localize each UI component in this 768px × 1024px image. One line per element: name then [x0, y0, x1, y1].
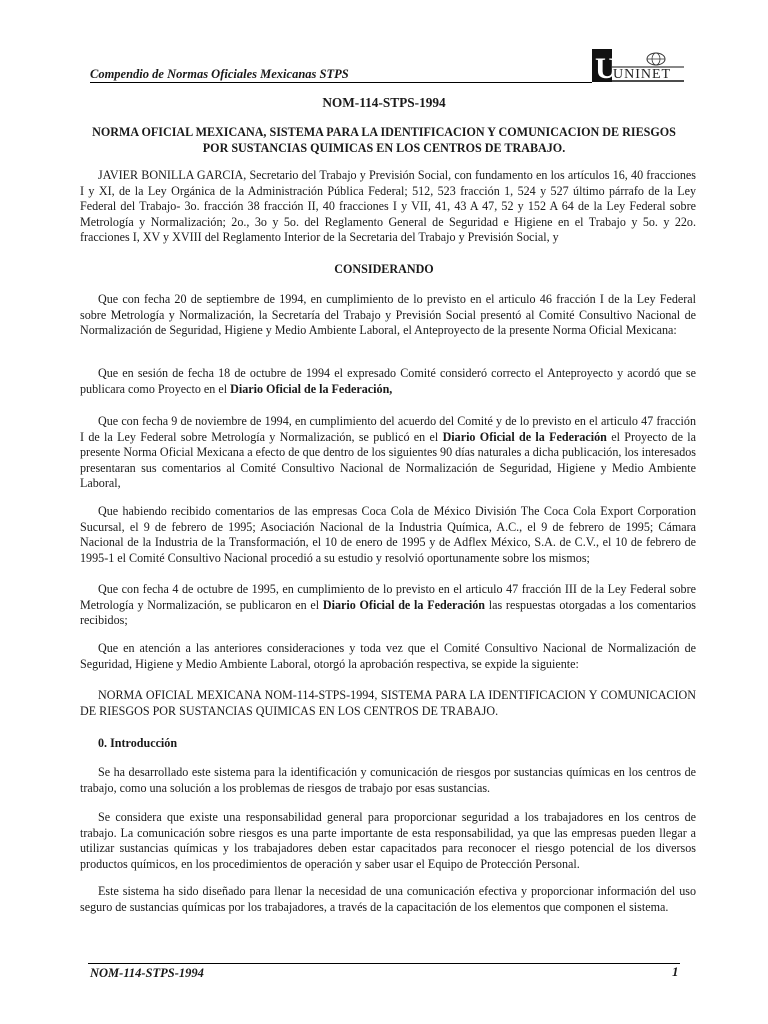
paragraph-4: Que habiendo recibido comentarios de las empresas Coca Cola de México División The Coca Cola Export Corporation Sucursal, el 9 de febrero de 1995; Asociación Nacional de la Industria Química, A.C., el 9 de febrero de 1995; Cámara Nacional de la Industria de la Transformación, el 10 de enero de 1995 y de Adflex México, S.A. de C.V., el 10 de febrero de 1995-1 el Comité Consultivo Nacional procedió a su estudio y resolvió oportunamente sobre los mismos;	[80, 504, 696, 565]
paragraph-10: Este sistema ha sido diseñado para llenar la necesidad de una comunicación efectiva y proporcionar información del uso seguro de sustancias químicas por los trabajadores, a través de la capacitación de los elementos que componen el sistema.	[80, 884, 696, 914]
footer-code: NOM-114-STPS-1994	[90, 966, 204, 980]
uninet-logo	[592, 49, 684, 82]
header-title: Compendio de Normas Oficiales Mexicanas STPS	[90, 67, 349, 81]
paragraph-3: Que con fecha 9 de noviembre de 1994, en cumplimiento del acuerdo del Comité y de lo previsto en el articulo 47 fracción I de la Ley Federal sobre Metrología y Normalización, se publicó en el Diario Oficial de la Federación el Proyecto de la presente Norma Oficial Mexicana a efecto de que dentro de los siguientes 90 días naturales a dicha publicación, los interesados presentaran sus comentarios al Comité Consultivo Nacional de Normalización de Seguridad, Higiene y Medio Ambiente Laboral,	[80, 414, 696, 491]
page-number: 1	[672, 964, 679, 979]
dof-reference: Diario Oficial de la Federación	[322, 597, 485, 612]
svg-text:U: U	[595, 52, 617, 82]
document-title: NOM-114-STPS-1994	[322, 95, 446, 110]
dof-reference: Diario Oficial de la Federación,	[230, 381, 393, 396]
paragraph-5: Que con fecha 4 de octubre de 1995, en cumplimiento de lo previsto en el articulo 47 fracción III de la Ley Federal sobre Metrología y Normalización, se publicaron en el Diario Oficial de la Federación las respuestas otorgadas a los comentarios recibidos;	[80, 582, 697, 628]
dof-reference: Diario Oficial de la Federación	[442, 429, 607, 444]
considerando-heading: CONSIDERANDO	[334, 262, 434, 276]
footer-rule	[88, 963, 680, 964]
paragraph-7: NORMA OFICIAL MEXICANA NOM-114-STPS-1994, SISTEMA PARA LA IDENTIFICACION Y COMUNICACION DE RIESGOS POR SUSTANCIAS QUIMICAS EN LOS CENTROS DE TRABAJO.	[80, 688, 696, 718]
paragraph-1: Que con fecha 20 de septiembre de 1994, en cumplimiento de lo previsto en el articulo 46 fracción I de la Ley Federal sobre Metrología y Normalización, la Secretaría del Trabajo y Previsión Social presentó al Comité Consultivo Nacional de Normalización de Seguridad, Higiene y Medio Ambiente Laboral, el Anteproyecto de la presente Norma Oficial Mexicana:	[80, 292, 696, 338]
paragraph-8: Se ha desarrollado este sistema para la identificación y comunicación de riesgos por sustancias químicas en los centros de trabajo, como una solución a los problemas de riesgos de trabajo por esas sustancias.	[80, 765, 696, 795]
intro-paragraph: JAVIER BONILLA GARCIA, Secretario del Trabajo y Previsión Social, con fundamento en los artículos 16, 40 fracciones I y XI, de la Ley Orgánica de la Administración Pública Federal; 512, 523 fracción 1, 524 y 527 último párrafo de la Ley Federal del Trabajo- 3o. fracción 38 fracción II, 40 fracciones I y VII, 41, 43 A 47, 52 y 152 A 64 de la Ley Federal sobre Metrología y Normalización; 2o., 3o y 5o. del Reglamento General de Seguridad e Higiene en el Trabajo y 5o. y 22o. fracciones I, XV y XVIII del Reglamento Interior de la Secretaria del Trabajo y Previsión Social, y	[80, 168, 696, 245]
paragraph-9: Se considera que existe una responsabilidad general para proporcionar seguridad a los trabajadores en los centros de trabajo. La comunicación sobre riesgos es una parte importante de esta responsabilidad, ya que las empresas pueden llegar a utilizar sustancias químicas y los trabajadores deben estar capacitados para reconocer el riesgo potencial de los diversos productos químicos, en los procedimientos de operación y saber usar el Equipo de Protección Personal.	[80, 810, 696, 871]
paragraph-2: Que en sesión de fecha 18 de octubre de 1994 el expresado Comité consideró correcto el Anteproyecto y acordó que se publicara como Proyecto en el Diario Oficial de la Federación,	[80, 366, 696, 396]
document-subtitle: NORMA OFICIAL MEXICANA, SISTEMA PARA LA IDENTIFICACION Y COMUNICACION DE RIESGOS POR SUSTANCIAS QUIMICAS EN LOS CENTROS DE TRABAJO.	[92, 125, 676, 155]
logo-text: UNINET	[613, 67, 672, 82]
paragraph-6: Que en atención a las anteriores consideraciones y toda vez que el Comité Consultivo Nacional de Normalización de Seguridad, Higiene y Medio Ambiente Laboral, otorgó la aprobación respectiva, se expide la siguiente:	[80, 641, 696, 671]
section-heading-introduccion: 0. Introducción	[98, 736, 178, 750]
header-rule	[90, 82, 592, 83]
